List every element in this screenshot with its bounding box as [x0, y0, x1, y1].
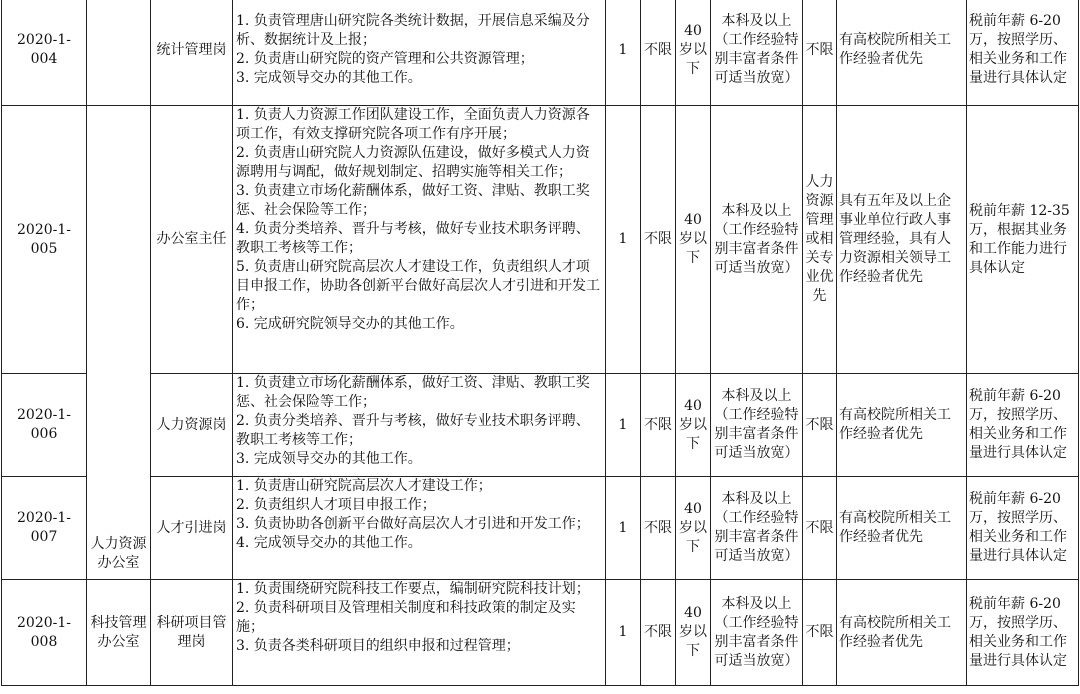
duty-item: 3. 负责各类科研项目的组织申报和过程管理； — [236, 638, 520, 654]
experience-req: 有高校院所相关工作经验者优先 — [837, 580, 967, 686]
position-code: 2020-1-005 — [2, 106, 87, 374]
duties-cell — [233, 477, 606, 580]
duty-item: 3. 负责协助各创新平台做好高层次人才引进和开发工作； — [236, 516, 590, 532]
education-req: 本科及以上（工作经验特别丰富者条件可适当放宽） — [711, 580, 803, 686]
duties-cell — [233, 0, 606, 106]
duty-item: 1. 负责管理唐山研究院各类统计数据，开展信息采编及分析、数据统计及上报； — [236, 13, 590, 48]
headcount: 1 — [606, 477, 641, 580]
duty-item: 3. 负责建立市场化薪酬体系，做好工资、津贴、教职工奖惩、社会保险等工作； — [236, 183, 590, 218]
duties-cell — [233, 374, 606, 477]
education-req: 本科及以上（工作经验特别丰富者条件可适当放宽） — [711, 374, 803, 477]
department-name: 人力资源办公室 — [90, 536, 147, 571]
position-code: 2020-1-007 — [2, 477, 87, 580]
experience-req: 具有五年及以上企事业单位行政人事管理经验，具有人力资源相关领导工作经验者优先 — [837, 106, 967, 374]
job-table — [1, 0, 1079, 686]
salary-info: 税前年薪 6-20 万，按照学历、相关业务和工作量进行具体认定 — [967, 477, 1079, 580]
education-req: 本科及以上（工作经验特别丰富者条件可适当放宽） — [711, 477, 803, 580]
age-req: 40 岁以下 — [676, 580, 711, 686]
duty-item: 1. 负责唐山研究院高层次人才建设工作； — [236, 478, 492, 494]
experience-req: 有高校院所相关工作经验者优先 — [837, 374, 967, 477]
department-cell — [87, 106, 151, 580]
gender-req: 不限 — [641, 477, 676, 580]
major-req: 不限 — [803, 0, 837, 106]
duty-item: 3. 完成领导交办的其他工作。 — [236, 70, 422, 86]
age-req: 40 岁以下 — [676, 477, 711, 580]
gender-req: 不限 — [641, 374, 676, 477]
salary-info: 税前年薪 6-20 万，按照学历、相关业务和工作量进行具体认定 — [967, 374, 1079, 477]
major-req: 人力资源管理或相关专业优先 — [803, 106, 837, 374]
table-row — [2, 0, 1079, 106]
post-name: 办公室主任 — [151, 106, 233, 374]
age-req: 40 岁以下 — [676, 0, 711, 106]
age-req: 40 岁以下 — [676, 106, 711, 374]
headcount: 1 — [606, 580, 641, 686]
duty-item: 6. 完成研究院领导交办的其他工作。 — [236, 316, 464, 332]
duty-item: 3. 完成领导交办的其他工作。 — [236, 451, 422, 467]
department-cell — [87, 0, 151, 106]
gender-req: 不限 — [641, 106, 676, 374]
salary-info: 税前年薪 6-20 万，按照学历、相关业务和工作量进行具体认定 — [967, 0, 1079, 106]
duty-item: 1. 负责人力资源工作团队建设工作，全面负责人力资源各项工作，有效支撑研究院各项工作有序开展； — [236, 107, 590, 142]
duty-item: 4. 负责分类培养、晋升与考核，做好专业技术职务评聘、教职工考核等工作； — [236, 221, 590, 256]
duty-item: 2. 负责分类培养、晋升与考核，做好专业技术职务评聘、教职工考核等工作； — [236, 413, 590, 448]
duties-cell — [233, 580, 606, 686]
gender-req: 不限 — [641, 0, 676, 106]
department-name: 科技管理办公室 — [90, 614, 147, 650]
duty-item: 1. 负责建立市场化薪酬体系，做好工资、津贴、教职工奖惩、社会保险等工作； — [236, 375, 590, 410]
post-name: 人才引进岗 — [151, 477, 233, 580]
major-req: 不限 — [803, 374, 837, 477]
experience-req: 有高校院所相关工作经验者优先 — [837, 0, 967, 106]
salary-info: 税前年薪 6-20 万，按照学历、相关业务和工作量进行具体认定 — [967, 580, 1079, 686]
post-name: 人力资源岗 — [151, 374, 233, 477]
table-row — [2, 477, 1079, 580]
table-row — [2, 374, 1079, 477]
duty-item: 1. 负责围绕研究院科技工作要点，编制研究院科技计划； — [236, 581, 590, 597]
duty-item: 5. 负责唐山研究院高层次人才建设工作，负责组织人才项目申报工作，协助各创新平台做好高层次人才引进和开发工作； — [236, 259, 600, 313]
table-row — [2, 106, 1079, 374]
headcount: 1 — [606, 0, 641, 106]
salary-info: 税前年薪 12-35 万，根据其业务和工作能力进行具体认定 — [967, 106, 1079, 374]
table-row — [2, 580, 1079, 686]
post-name: 科研项目管理岗 — [151, 580, 233, 686]
department-cell — [87, 580, 151, 686]
duty-item: 4. 完成领导交办的其他工作。 — [236, 535, 422, 551]
education-req: 本科及以上（工作经验特别丰富者条件可适当放宽） — [711, 0, 803, 106]
headcount: 1 — [606, 106, 641, 374]
position-code: 2020-1-004 — [2, 0, 87, 106]
duty-item: 2. 负责科研项目及管理相关制度和科技政策的制定及实施； — [236, 600, 576, 635]
major-req: 不限 — [803, 477, 837, 580]
education-req: 本科及以上（工作经验特别丰富者条件可适当放宽） — [711, 106, 803, 374]
post-name: 统计管理岗 — [151, 0, 233, 106]
duty-item: 2. 负责组织人才项目申报工作； — [236, 497, 436, 513]
headcount: 1 — [606, 374, 641, 477]
duties-cell — [233, 106, 606, 374]
age-req: 40 岁以下 — [676, 374, 711, 477]
major-req: 不限 — [803, 580, 837, 686]
position-code: 2020-1-006 — [2, 374, 87, 477]
duty-item: 2. 负责唐山研究院的资产管理和公共资源管理； — [236, 51, 534, 67]
gender-req: 不限 — [641, 580, 676, 686]
position-code: 2020-1-008 — [2, 580, 87, 686]
experience-req: 有高校院所相关工作经验者优先 — [837, 477, 967, 580]
duty-item: 2. 负责唐山研究院人力资源队伍建设，做好多模式人力资源聘用与调配，做好规划制定、招聘实施等相关工作； — [236, 145, 590, 180]
